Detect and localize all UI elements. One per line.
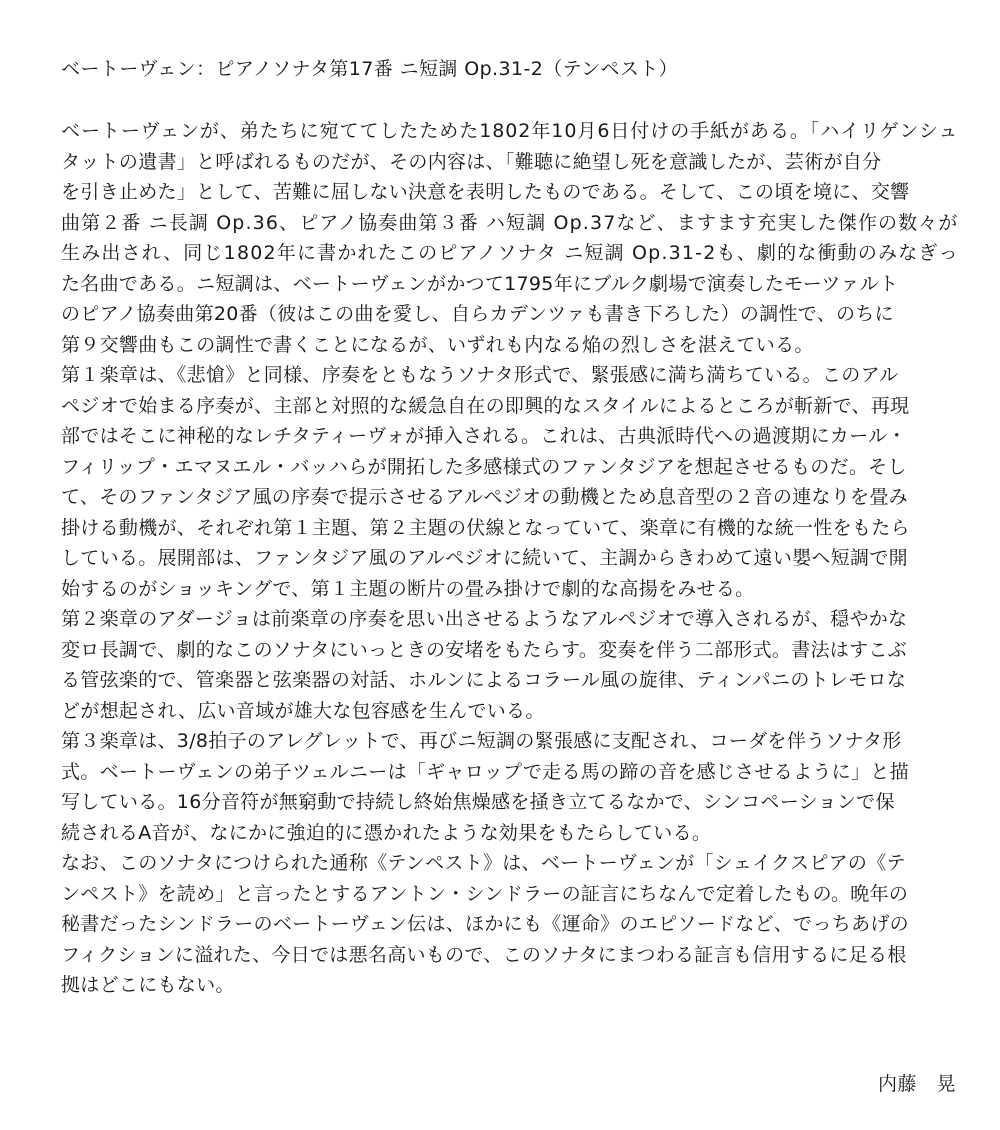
body-text-line: タットの遺書」と呼ばれるものだが、その内容は、「難聴に絶望し死を意識したが、芸術が自分 bbox=[61, 150, 882, 173]
body-text-line: フィリップ・エマヌエル・バッハらが開拓した多感様式のファンタジアを想起させるものだ。そし bbox=[61, 455, 907, 478]
document-body bbox=[61, 117, 961, 1002]
body-text-line: 第３楽章は、3/8拍子のアレグレットで、再びニ短調の緊張感に支配され、コーダを伴うソナタ形 bbox=[61, 730, 902, 752]
author-name: 内藤 晃 bbox=[877, 1073, 956, 1095]
body-text-line: 始するのがショッキングで、第１主題の断片の畳み掛けで劇的な高揚をみせる。 bbox=[61, 577, 755, 600]
body-text-line: 生み出され、同じ1802年に書かれたこのピアノソナタ ニ短調 Op.31-2も、劇的な衝動のみなぎっ bbox=[61, 242, 959, 264]
body-text-line: 式。ベートーヴェンの弟子ツェルニーは「ギャロップで走る馬の蹄の音を感じさせるように」と描 bbox=[61, 760, 909, 783]
body-text-line: している。展開部は、ファンタジア風のアルペジオに続いて、主調からきわめて遠い嬰ヘ短調で開 bbox=[61, 547, 908, 569]
body-text-line: る管弦楽的で、管楽器と弦楽器の対話、ホルンによるコラール風の旋律、ティンパニのトレモロな bbox=[61, 669, 907, 691]
body-text-line: ペジオで始まる序奏が、主部と対照的な緩急自在の即興的なスタイルによるところが斬新で、再現 bbox=[61, 394, 910, 417]
body-text-line: 掛ける動機が、それぞれ第１主題、第２主題の伏線となっていて、楽章に有機的な統一性をもたら bbox=[61, 516, 910, 539]
body-text-line: て、そのファンタジア風の序奏で提示させるアルペジオの動機とため息音型の２音の連なりを畳み bbox=[61, 486, 908, 508]
body-text-line: 秘書だったシンドラーのベートーヴェン伝は、ほかにも《運命》のエピソードなど、でっちあげの bbox=[61, 913, 909, 935]
body-text-line: のピアノ協奏曲第20番（彼はこの曲を愛し、自らカデンツァも書き下ろした）の調性で、のちに bbox=[61, 303, 894, 325]
body-text-line: 曲第２番 ニ長調 Op.36、ピアノ協奏曲第３番 ハ短調 Op.37など、ますます充実した傑作の数々が bbox=[61, 211, 959, 234]
body-text-line: 変ロ長調で、劇的なこのソナタにいっときの安堵をもたらす。変奏を伴う二部形式。書法はすこぶ bbox=[61, 638, 907, 661]
body-text-line: た名曲である。ニ短調は、ベートーヴェンがかつて1795年にブルク劇場で演奏したモーツァルト bbox=[61, 272, 899, 295]
body-text-line: 続されるA音が、なにかに強迫的に憑かれたような効果をもたらしている。 bbox=[61, 821, 712, 844]
body-text-line: を引き止めた」として、苦難に屈しない決意を表明したものである。そして、この頃を境に、交響 bbox=[61, 181, 910, 203]
body-text-line: 写している。16分音符が無窮動で持続し終始焦燥感を掻き立てるなかで、シンコペーションで保 bbox=[61, 791, 895, 813]
body-text-line: 拠はどこにもない。 bbox=[61, 974, 235, 996]
body-text-line: ベートーヴェンが、弟たちに宛ててしたためた1802年10月6日付けの手紙がある。「ハイリゲンシュ bbox=[61, 120, 959, 142]
body-text-line: どが想起され、広い音域が雄大な包容感を生んでいる。 bbox=[61, 699, 545, 722]
body-text-line: 第１楽章は、《悲愴》と同様、序奏をともなうソナタ形式で、緊張感に満ち満ちている。このアル bbox=[61, 364, 899, 386]
body-text-line: フィクションに溢れた、今日では悪名高いもので、このソナタにまつわる証言も信用するに足る根 bbox=[61, 943, 907, 966]
body-text-line: ンペスト》を読め」と言ったとするアントン・シンドラーの証言にちなんで定着したもの。晩年の bbox=[61, 882, 909, 905]
body-text-line: 第２楽章のアダージョは前楽章の序奏を思い出させるようなアルペジオで導入されるが、穏やかな bbox=[61, 608, 908, 630]
body-text-line: 部ではそこに神秘的なレチタティーヴォが挿入される。これは、古典派時代への過渡期にカール・ bbox=[61, 425, 907, 447]
document-title: ベートーヴェン：ピアノソナタ第17番 ニ短調 Op.31-2（テンペスト） bbox=[61, 58, 679, 80]
body-text-line: なお、このソナタにつけられた通称《テンペスト》は、ベートーヴェンが「シェイクスピアの《テ bbox=[61, 852, 906, 874]
body-text-line: 第９交響曲もこの調性で書くことになるが、いずれも内なる焔の烈しさを湛えている。 bbox=[61, 333, 814, 356]
